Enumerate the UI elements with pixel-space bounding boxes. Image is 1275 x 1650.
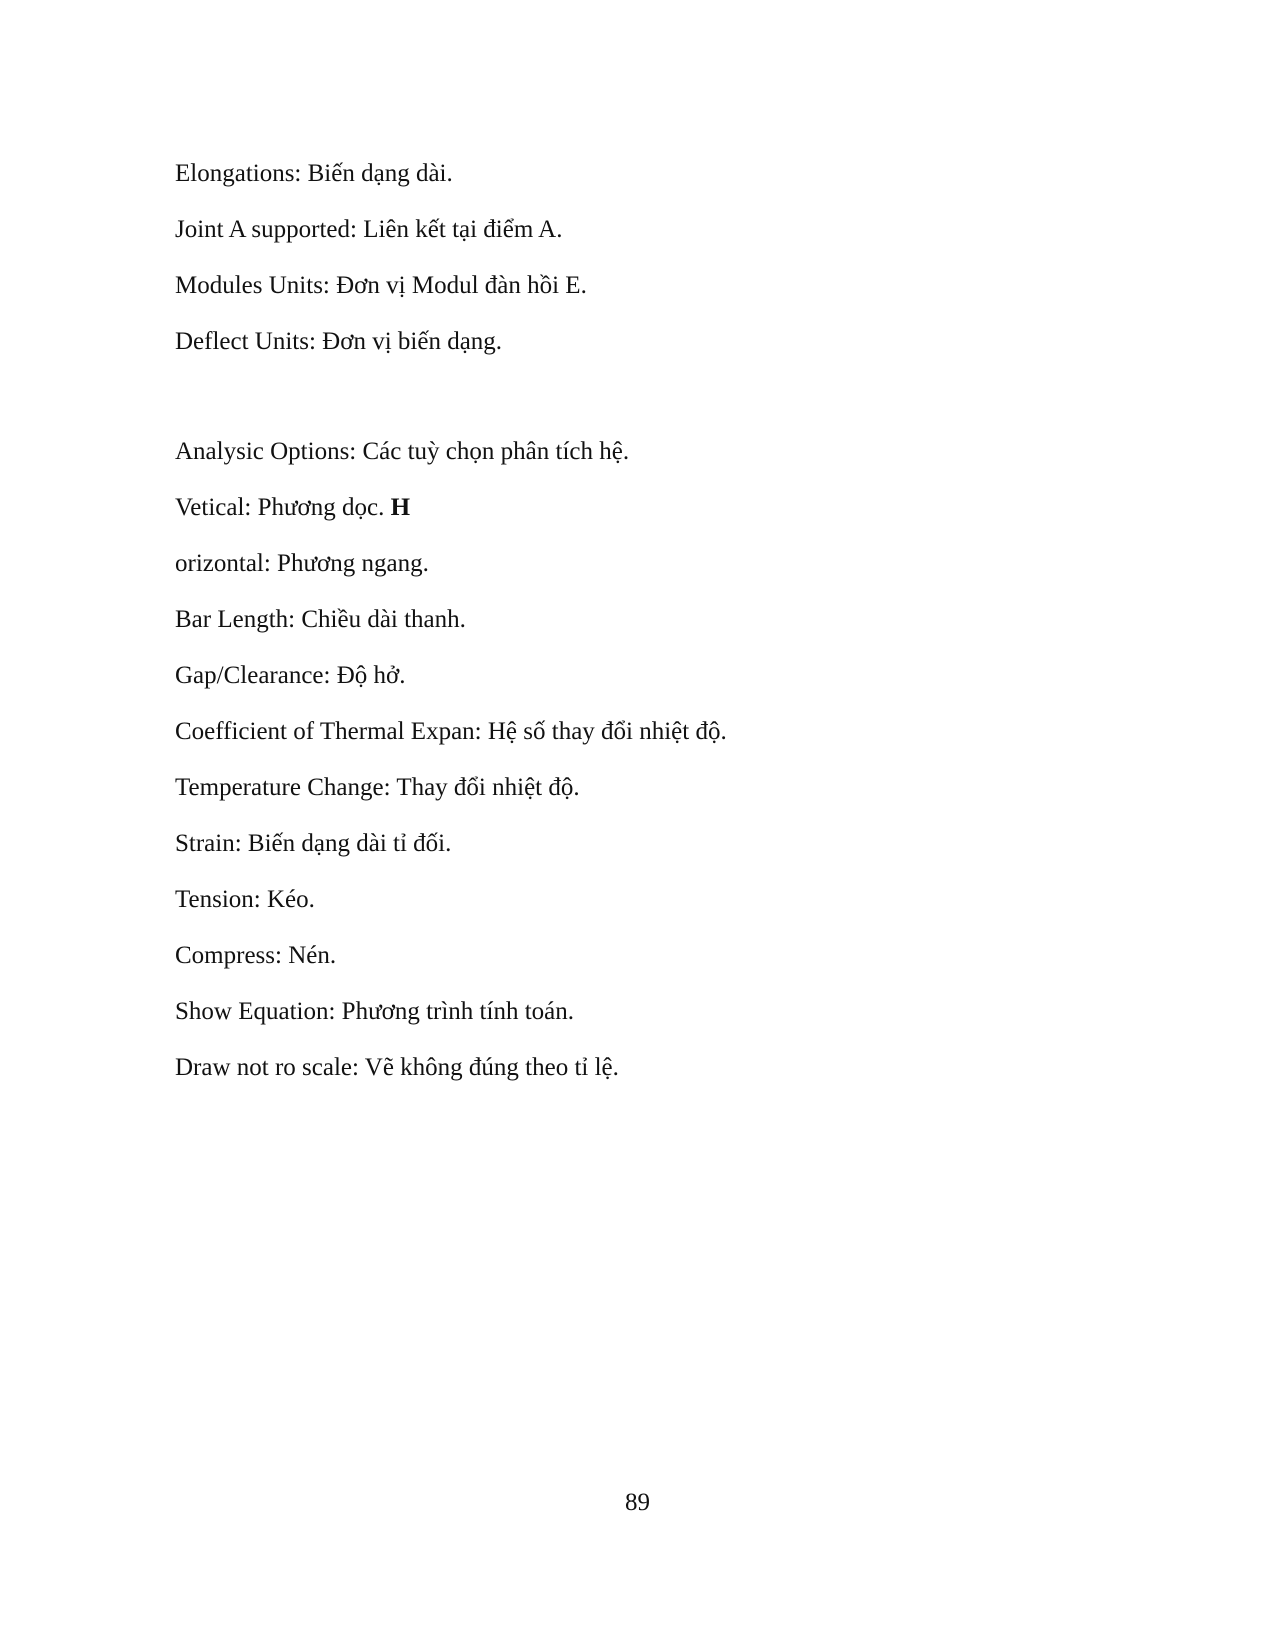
glossary-line-gap-clearance: Gap/Clearance: Độ hở. [175,662,406,689]
glossary-line-elongations: Elongations: Biến dạng dài. [175,160,453,187]
glossary-line-joint-a-supported: Joint A supported: Liên kết tại điểm A. [175,216,563,243]
glossary-line-thermal-expan: Coefficient of Thermal Expan: Hệ số thay đổi nhiệt độ. [175,718,727,745]
vetical-text: Vetical: Phương dọc. [175,494,391,521]
glossary-line-deflect-units: Deflect Units: Đơn vị biến dạng. [175,328,503,355]
glossary-line-bar-length: Bar Length: Chiều dài thanh. [175,606,466,633]
glossary-line-vetical [175,480,1175,536]
glossary-line-orizontal: orizontal: Phương ngang. [175,550,429,577]
glossary-line-analysic-options: Analysic Options: Các tuỳ chọn phân tích hệ. [175,438,630,465]
paragraph-gap [175,370,1175,424]
glossary-line-modules-units: Modules Units: Đơn vị Modul đàn hồi E. [175,272,587,299]
glossary-line-draw-not-to-scale: Draw not ro scale: Vẽ không đúng theo tỉ lệ. [175,1054,619,1081]
glossary-line-tension: Tension: Kéo. [175,886,315,913]
glossary-line-show-equation: Show Equation: Phương trình tính toán. [175,998,574,1025]
vetical-bold-letter: H [390,494,411,521]
glossary-line-strain: Strain: Biến dạng dài tỉ đối. [175,830,452,857]
glossary-line-temperature-change: Temperature Change: Thay đổi nhiệt độ. [175,774,580,801]
page-content [175,146,1175,1096]
page-number: 89 [625,1489,650,1516]
glossary-line-compress: Compress: Nén. [175,942,337,969]
